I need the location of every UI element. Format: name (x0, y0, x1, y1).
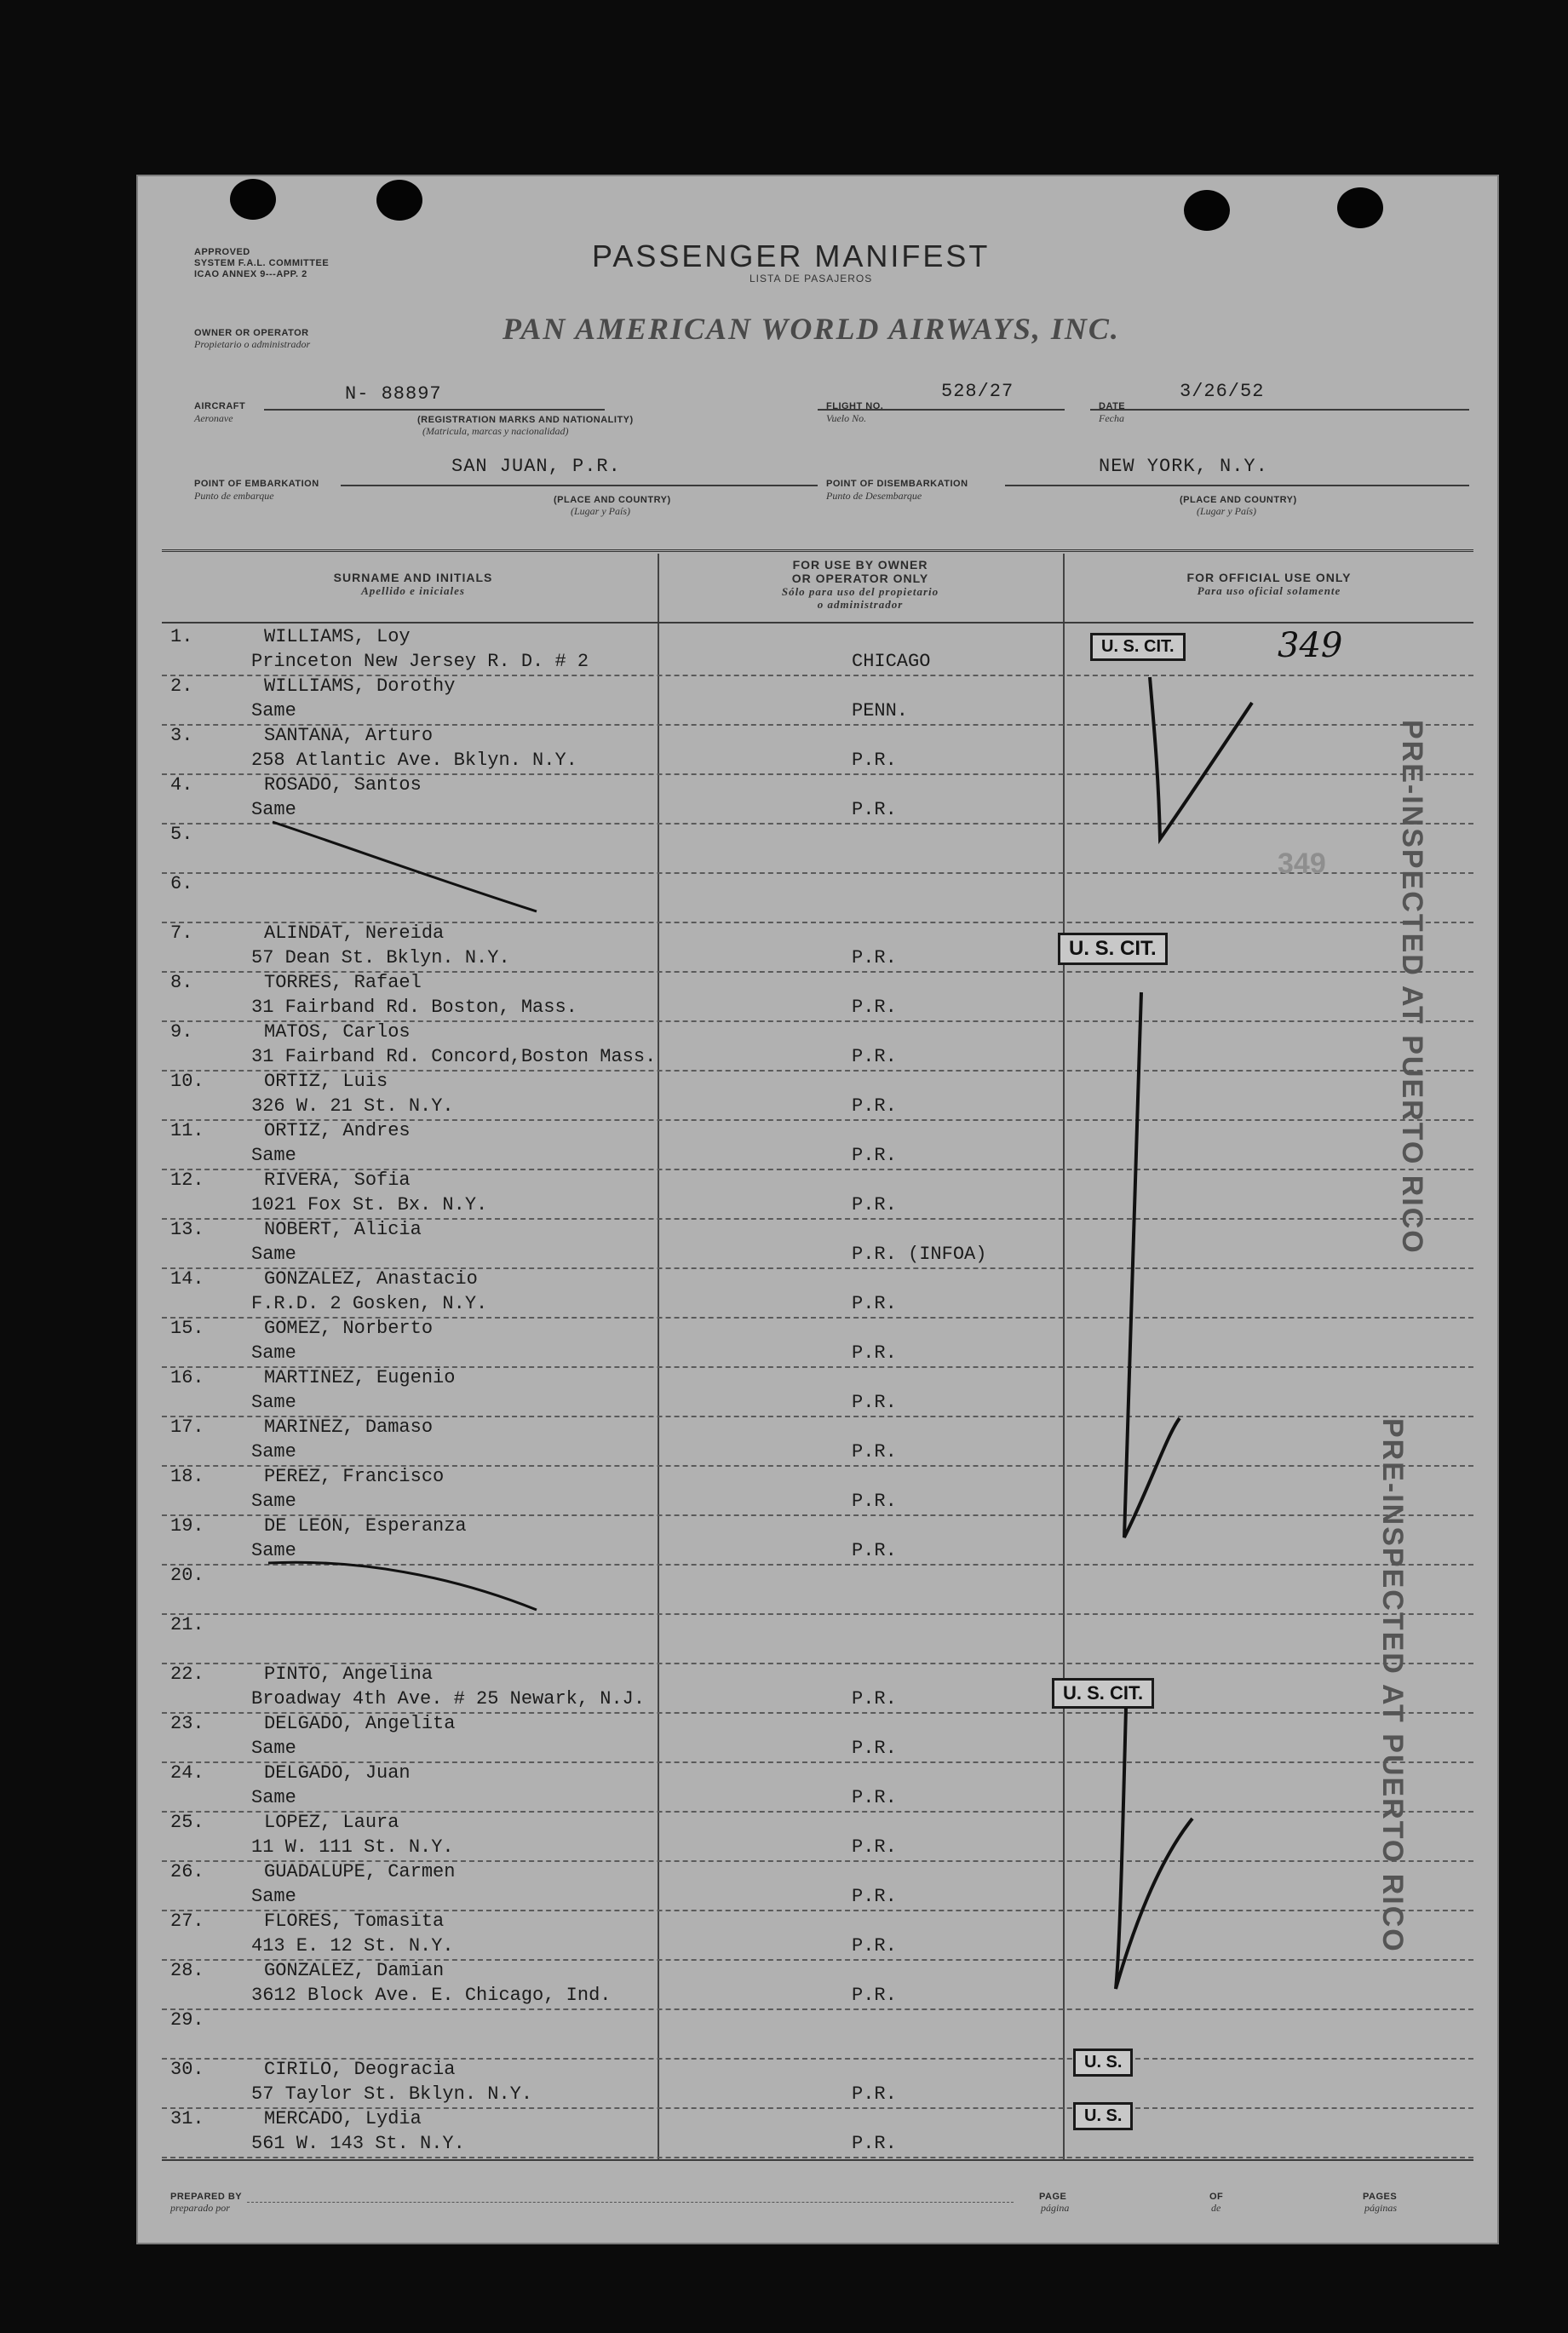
passenger-number: 14. (170, 1268, 204, 1290)
passenger-address: Same (251, 1392, 296, 1413)
passenger-origin: P.R. (852, 1491, 897, 1512)
passenger-number: 1. (170, 626, 193, 647)
page-label: PAGE (1039, 2192, 1067, 2202)
passenger-name: CIRILO, Deogracia (264, 2059, 456, 2080)
passenger-name: MARINEZ, Damaso (264, 1416, 434, 1438)
passenger-number: 25. (170, 1812, 204, 1833)
passenger-address: Princeton New Jersey R. D. # 2 (251, 651, 589, 672)
passenger-number: 10. (170, 1071, 204, 1092)
aircraft-value: N- 88897 (345, 383, 442, 405)
passenger-name: FLORES, Tomasita (264, 1911, 445, 1932)
passenger-origin: P.R. (852, 1046, 897, 1067)
passenger-address: Same (251, 700, 296, 721)
passenger-address: 57 Dean St. Bklyn. N.Y. (251, 947, 510, 968)
handwritten-number: 349 (1278, 626, 1343, 665)
passenger-origin: P.R. (852, 1540, 897, 1561)
passenger-number: 17. (170, 1416, 204, 1438)
official-header-es: Para uso oficial solamente (1197, 584, 1341, 597)
passenger-name: GUADALUPE, Carmen (264, 1861, 456, 1882)
passenger-origin: P.R. (852, 1985, 897, 2006)
passenger-address: Same (251, 1491, 296, 1512)
passenger-origin: P.R. (852, 997, 897, 1018)
passenger-origin: P.R. (852, 1688, 897, 1710)
aircraft-label: AIRCRAFT (194, 401, 246, 411)
passenger-name: ORTIZ, Luis (264, 1071, 388, 1092)
flight-label-es: Vuelo No. (826, 412, 867, 424)
owner-use-es: o administrador (817, 598, 904, 611)
passenger-name: WILLIAMS, Loy (264, 626, 411, 647)
passenger-name: PINTO, Angelina (264, 1664, 434, 1685)
passenger-origin: P.R. (852, 1342, 897, 1364)
passenger-name: MATOS, Carlos (264, 1021, 411, 1043)
disembark-value: NEW YORK, N.Y. (1099, 456, 1268, 477)
embark-label: POINT OF EMBARKATION (194, 479, 319, 489)
page-label-es: página (1041, 2202, 1070, 2214)
passenger-number: 15. (170, 1318, 204, 1339)
passenger-number: 20. (170, 1565, 204, 1586)
owner-label: OWNER OR OPERATOR (194, 328, 309, 338)
passenger-number: 26. (170, 1861, 204, 1882)
passenger-number: 19. (170, 1515, 204, 1537)
owner-use-line: FOR USE BY OWNER (792, 558, 928, 572)
passenger-address: Same (251, 1540, 296, 1561)
manifest-sheet (136, 175, 1499, 2244)
place-note: (PLACE AND COUNTRY) (1180, 495, 1297, 505)
passenger-name: MERCADO, Lydia (264, 2108, 422, 2129)
passenger-number: 6. (170, 873, 193, 894)
date-label: DATE (1099, 401, 1126, 411)
passenger-number: 24. (170, 1762, 204, 1784)
passenger-origin: P.R. (852, 1392, 897, 1413)
passenger-name: SANTANA, Arturo (264, 725, 434, 746)
prepared-line (247, 2202, 1014, 2203)
owner-label-es: Propietario o administrador (194, 338, 311, 350)
official-header-text: FOR OFFICIAL USE ONLY (1186, 571, 1352, 584)
passenger-origin: P.R. (852, 1738, 897, 1759)
passenger-number: 12. (170, 1169, 204, 1191)
passenger-number: 31. (170, 2108, 204, 2129)
us-stamp: U. S. (1073, 2102, 1133, 2130)
date-label-es: Fecha (1099, 412, 1124, 424)
passenger-number: 11. (170, 1120, 204, 1141)
passenger-number: 9. (170, 1021, 193, 1043)
passenger-address: 413 E. 12 St. N.Y. (251, 1935, 454, 1957)
prepared-label-es: preparado por (170, 2202, 230, 2214)
place-note-es: (Lugar y País) (571, 505, 630, 517)
passenger-number: 4. (170, 774, 193, 796)
passenger-name: DELGADO, Juan (264, 1762, 411, 1784)
passenger-address: 31 Fairband Rd. Boston, Mass. (251, 997, 577, 1018)
passenger-origin: P.R. (852, 1441, 897, 1462)
passenger-origin: P.R. (852, 1886, 897, 1907)
aircraft-label-es: Aeronave (194, 412, 233, 424)
passenger-number: 18. (170, 1466, 204, 1487)
us-stamp: U. S. (1073, 2049, 1133, 2077)
passenger-origin: P.R. (852, 750, 897, 771)
passenger-origin: P.R. (INFOA) (852, 1244, 987, 1265)
passenger-address: Same (251, 1441, 296, 1462)
passenger-origin: P.R. (852, 1935, 897, 1957)
passenger-name: GONZALEZ, Anastacio (264, 1268, 478, 1290)
passenger-origin: P.R. (852, 2083, 897, 2105)
passenger-address: 561 W. 143 St. N.Y. (251, 2133, 465, 2154)
place-note: (PLACE AND COUNTRY) (554, 495, 671, 505)
passenger-number: 22. (170, 1664, 204, 1685)
passenger-number: 8. (170, 972, 193, 993)
passenger-origin: P.R. (852, 1293, 897, 1314)
preinspected-stamp: PRE-INSPECTED AT PUERTO RICO (1396, 720, 1428, 1255)
disembark-label: POINT OF DISEMBARKATION (826, 479, 968, 489)
approved-line: SYSTEM F.A.L. COMMITTEE (194, 258, 330, 268)
passenger-origin: P.R. (852, 1836, 897, 1858)
passenger-address: 3612 Block Ave. E. Chicago, Ind. (251, 1985, 612, 2006)
embark-label-es: Punto de embarque (194, 490, 274, 502)
pages-label: PAGES (1363, 2192, 1398, 2202)
us-cit-stamp: U. S. CIT. (1058, 933, 1168, 965)
check-mark (1116, 1708, 1192, 1989)
passenger-address: 57 Taylor St. Bklyn. N.Y. (251, 2083, 533, 2105)
passenger-name: ROSADO, Santos (264, 774, 422, 796)
passenger-address: Same (251, 799, 296, 820)
passenger-name: ORTIZ, Andres (264, 1120, 411, 1141)
passenger-origin: CHICAGO (852, 651, 931, 672)
passenger-address: Same (251, 1886, 296, 1907)
passenger-name: LOPEZ, Laura (264, 1812, 399, 1833)
passenger-address: 1021 Fox St. Bx. N.Y. (251, 1194, 488, 1215)
passenger-number: 3. (170, 725, 193, 746)
registration-note-es: (Matricula, marcas y nacionalidad) (422, 425, 569, 437)
passenger-number: 7. (170, 922, 193, 944)
passenger-number: 28. (170, 1960, 204, 1981)
passenger-name: WILLIAMS, Dorothy (264, 675, 456, 697)
passenger-number: 16. (170, 1367, 204, 1388)
us-cit-stamp: U. S. CIT. (1052, 1678, 1154, 1709)
preinspected-stamp: PRE-INSPECTED AT PUERTO RICO (1376, 1418, 1409, 1953)
passenger-origin: P.R. (852, 947, 897, 968)
place-note-es: (Lugar y País) (1197, 505, 1256, 517)
passenger-name: PEREZ, Francisco (264, 1466, 445, 1487)
passenger-name: GONZALEZ, Damian (264, 1960, 445, 1981)
passenger-name: DE LEON, Esperanza (264, 1515, 467, 1537)
prepared-label: PREPARED BY (170, 2192, 243, 2202)
passenger-origin: P.R. (852, 1095, 897, 1117)
passenger-number: 29. (170, 2009, 204, 2031)
check-mark (1124, 992, 1180, 1537)
passenger-address: Same (251, 1738, 296, 1759)
passenger-address: 326 W. 21 St. N.Y. (251, 1095, 454, 1117)
handwriting-marks (136, 175, 1499, 2244)
ghost-number: 349 (1278, 848, 1326, 880)
passenger-address: F.R.D. 2 Gosken, N.Y. (251, 1293, 488, 1314)
footer-rule (162, 2159, 1473, 2161)
approved-line: ICAO ANNEX 9---APP. 2 (194, 269, 307, 279)
passenger-origin: P.R. (852, 1194, 897, 1215)
date-value: 3/26/52 (1180, 381, 1265, 402)
passenger-address: 11 W. 111 St. N.Y. (251, 1836, 454, 1858)
strike-line (273, 822, 537, 911)
passenger-address: Same (251, 1342, 296, 1364)
passenger-address: Broadway 4th Ave. # 25 Newark, N.J. (251, 1688, 646, 1710)
flight-label: FLIGHT NO. (826, 401, 884, 411)
of-label: OF (1209, 2192, 1224, 2202)
passenger-address: 31 Fairband Rd. Concord,Boston Mass. (251, 1046, 657, 1067)
surname-header-text: SURNAME AND INITIALS (333, 571, 493, 584)
passenger-origin: P.R. (852, 1787, 897, 1808)
passenger-origin: P.R. (852, 799, 897, 820)
passenger-name: MARTINEZ, Eugenio (264, 1367, 456, 1388)
passenger-name: GOMEZ, Norberto (264, 1318, 434, 1339)
form-title: PASSENGER MANIFEST (592, 238, 991, 273)
passenger-name: TORRES, Rafael (264, 972, 422, 993)
registration-note: (REGISTRATION MARKS AND NATIONALITY) (417, 415, 634, 425)
us-cit-stamp: U. S. CIT. (1090, 633, 1186, 661)
passenger-name: ALINDAT, Nereida (264, 922, 445, 944)
passenger-origin: PENN. (852, 700, 909, 721)
disembark-label-es: Punto de Desembarque (826, 490, 922, 502)
passenger-number: 21. (170, 1614, 204, 1635)
passenger-number: 13. (170, 1219, 204, 1240)
passenger-address: 258 Atlantic Ave. Bklyn. N.Y. (251, 750, 577, 771)
passenger-name: DELGADO, Angelita (264, 1713, 456, 1734)
pages-label-es: páginas (1364, 2202, 1398, 2214)
passenger-origin: P.R. (852, 1145, 897, 1166)
owner-use-es: Sólo para uso del propietario (781, 585, 939, 598)
passenger-address: Same (251, 1145, 296, 1166)
airline-name: PAN AMERICAN WORLD AIRWAYS, INC. (503, 312, 1120, 346)
form-subtitle: LISTA DE PASAJEROS (750, 273, 873, 284)
passenger-name: NOBERT, Alicia (264, 1219, 422, 1240)
of-label-es: de (1211, 2202, 1221, 2214)
owner-use-line: OR OPERATOR ONLY (791, 572, 929, 585)
passenger-number: 5. (170, 824, 193, 845)
strike-line (268, 1562, 537, 1610)
approved-line: APPROVED (194, 247, 250, 257)
passenger-address: Same (251, 1244, 296, 1265)
passenger-number: 2. (170, 675, 193, 697)
surname-header-es: Apellido e iniciales (361, 584, 465, 597)
passenger-address: Same (251, 1787, 296, 1808)
passenger-number: 23. (170, 1713, 204, 1734)
check-mark (1150, 677, 1252, 839)
passenger-origin: P.R. (852, 2133, 897, 2154)
flight-value: 528/27 (941, 381, 1014, 402)
passenger-number: 30. (170, 2059, 204, 2080)
passenger-number: 27. (170, 1911, 204, 1932)
embark-value: SAN JUAN, P.R. (451, 456, 621, 477)
passenger-name: RIVERA, Sofia (264, 1169, 411, 1191)
